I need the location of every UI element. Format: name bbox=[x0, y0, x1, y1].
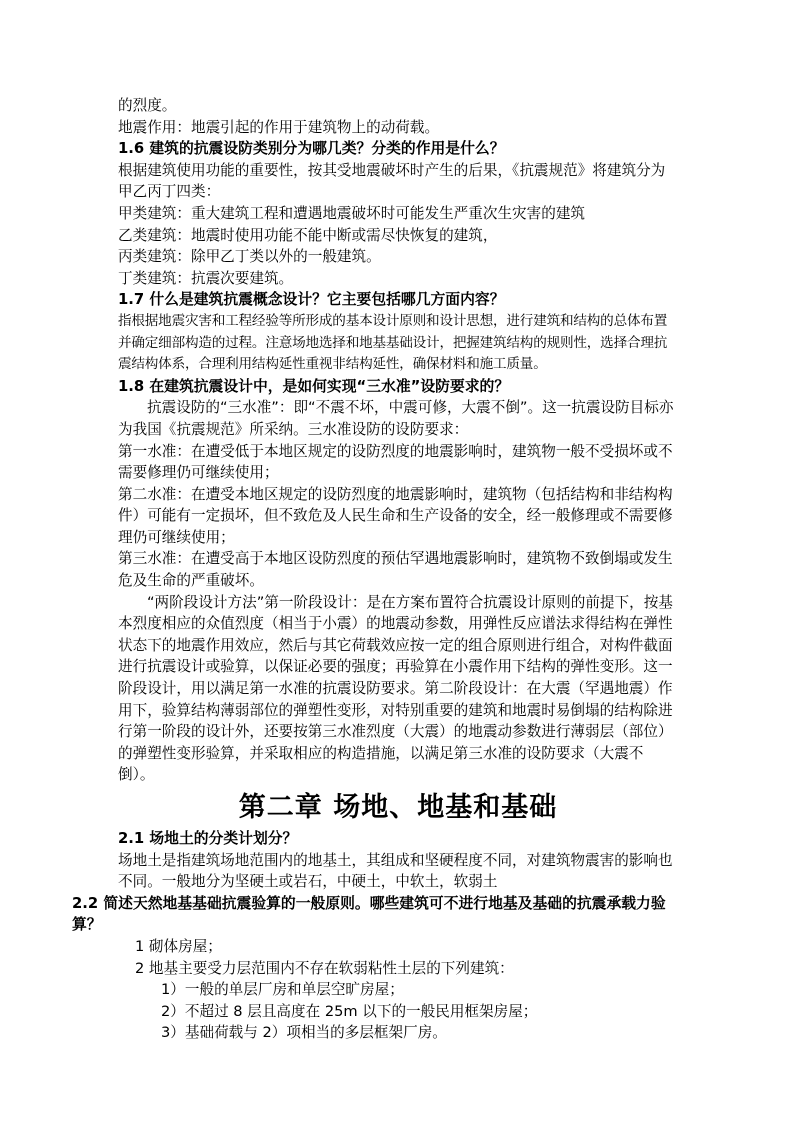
category-a-line: 甲类建筑：重大建筑工程和遭遇地震破坏时可能发生严重次生灾害的建筑 bbox=[118, 204, 586, 222]
sub-list-item: 1）一般的单层厂房和单层空旷房屋； bbox=[161, 981, 404, 999]
text-line: 的烈度。 bbox=[118, 97, 177, 114]
two-stage-design-paragraph: “两阶段设计方法”第一阶段设计：是在方案布置符合抗震设计原则的前提下，按基本烈度相应的众值烈度（相当于小震）的地震动参数，用弹性反应谱法求得结构在弹性状态下的地震作用效应，然后与其它荷载效应按一定的组合原则进行组合，对构件截面进行抗震设计或验算，以保证必要的强度；再验算在小震作用下结构的弹性变形。这一阶段设计，用以满足第一水准的抗震设防要求。第二阶段设计：在大震（罕遇地震）作用下，验算结构薄弱部位的弹塑性变形，对特别重要的建筑和地震时易倒塌的结构除进行第一阶段的设计外，还要按第三水准烈度（大震）的地震动参数进行薄弱层（部位）的弹塑性变形验算，并采取相应的构造措施，以满足第三水准的设防要求（大震不倒）。 bbox=[118, 593, 673, 784]
sub-list-item: 2）不超过 8 层且高度在 25m 以下的一般民用框架房屋； bbox=[161, 1002, 538, 1020]
question-heading-2-1: 2.1 场地土的分类计划分？ bbox=[118, 830, 298, 847]
answer-paragraph: 场地土是指建筑场地范围内的地基土，其组成和坚硬程度不同，对建筑物震害的影响也不同。一般地分为坚硬土或岩石，中硬土，中软土，软弱土 bbox=[118, 851, 673, 891]
category-d-line: 丁类建筑：抗震次要建筑。 bbox=[118, 269, 294, 287]
question-heading-1-6: 1.6 建筑的抗震设防类别分为哪几类？分类的作用是什么？ bbox=[118, 140, 505, 158]
answer-paragraph: 根据建筑使用功能的重要性，按其受地震破坏时产生的后果，《抗震规范》将建筑分为甲乙丙丁四类： bbox=[118, 161, 666, 201]
definition-earthquake-action: 地震作用：地震引起的作用于建筑物上的动荷载。 bbox=[118, 118, 440, 136]
chapter-title: 第二章 场地、地基和基础 bbox=[238, 792, 558, 823]
level-three-paragraph: 第三水准：在遭受高于本地区设防烈度的预估罕遇地震影响时，建筑物不致倒塌或发生危及生命的严重破坏。 bbox=[118, 550, 673, 590]
category-c-line: 丙类建筑：除甲乙丁类以外的一般建筑。 bbox=[118, 248, 381, 266]
sub-list-item: 3）基础荷载与 2）项相当的多层框架厂房。 bbox=[161, 1024, 447, 1042]
category-b-line: 乙类建筑：地震时使用功能不能中断或需尽快恢复的建筑， bbox=[118, 226, 498, 244]
question-heading-2-2: 2.2 简述天然地基基础抗震验算的一般原则。哪些建筑可不进行地基及基础的抗震承载力验算？ bbox=[72, 894, 666, 934]
answer-paragraph: 抗震设防的“三水准”：即“不震不坏，中震可修，大震不倒”。这一抗震设防目标亦为我国《抗震规范》所采纳。三水准设防的设防要求： bbox=[118, 399, 674, 438]
level-one-paragraph: 第一水准：在遭受低于本地区规定的设防烈度的地震影响时，建筑物一般不受损坏或不需要修理仍可继续使用； bbox=[118, 442, 673, 482]
question-heading-1-8: 1.8 在建筑抗震设计中，是如何实现“三水准”设防要求的？ bbox=[118, 377, 510, 395]
document-body bbox=[72, 95, 678, 1044]
list-item: 1 砌体房屋； bbox=[135, 937, 222, 955]
list-item: 2 地基主要受力层范围内不存在软弱粘性土层的下列建筑： bbox=[135, 959, 514, 977]
question-heading-1-7: 1.7 什么是建筑抗震概念设计？它主要包括哪几方面内容？ bbox=[118, 291, 505, 309]
level-two-paragraph: 第二水准：在遭受本地区规定的设防烈度的地震影响时，建筑物（包括结构和非结构构件）可能有一定损坏，但不致危及人民生命和生产设备的安全，经一般修理或不需要修理仍可继续使用； bbox=[118, 485, 673, 546]
answer-paragraph: 指根据地震灾害和工程经验等所形成的基本设计原则和设计思想，进行建筑和结构的总体布置并确定细部构造的过程。注意场地选择和地基基础设计，把握建筑结构的规则性，选择合理抗震结构体系，合理利用结构延性重视非结构延性，确保材料和施工质量。 bbox=[118, 312, 668, 373]
